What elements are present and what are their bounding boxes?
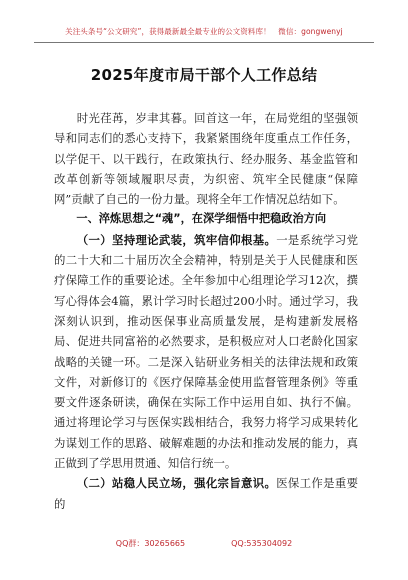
footer-qq-group: QQ群：30265665 — [115, 539, 186, 548]
header-divider — [34, 42, 374, 43]
sub-paragraph-1 — [54, 230, 358, 474]
sub-paragraph-2-text: 医保工作是重要的 — [54, 476, 358, 511]
sub-heading-1: （一）坚持理论武装，筑牢信仰根基。 — [76, 232, 277, 247]
footer-qq-contact: QQ:535304092 — [231, 539, 293, 548]
header-banner: 关注头条号“公文研究”，获得最新最全最专业的公文资料库！ 微信：gongwenyj — [65, 27, 343, 36]
sub-paragraph-1-text: 一是系统学习党的二十大和二十届历次全会精神，特别是关于人民健康和医疗保障工作的重要论述。全年参加中心组理论学习12次，撰写心得体会4篇，累计学习时长超过200小时。通过学习，我深刻认识到，推动医保事业高质量发展，是构建新发展格局、促进共同富裕的必然要求，是积极应对人口老龄化国家战略的关键一环。二是深入钻研业务相关的法律法规和政策文件，对新修订的《医疗保障基金使用监督管理条例》等重要文件逐条研读，确保在实际工作中运用自如、执行不偏。通过将理论学习与医保实践相结合，我努力将学习成果转化为谋划工作的思路、破解难题的办法和推动发展的能力，真正做到了学思用贯通、知信行统一。 — [54, 232, 358, 471]
section-heading-1: 一、淬炼思想之“魂”，在深学细悟中把稳政治方向 — [76, 212, 327, 226]
document-title: 2025年度市局干部个人工作总结 — [90, 66, 318, 84]
document-body — [54, 108, 358, 514]
intro-paragraph: 时光荏苒，岁聿其暮。回首这一年，在局党组的坚强领导和同志们的悉心支持下，我紧紧围绕年度重点工作任务，以学促干、以干践行，在政策执行、经办服务、基金监管和改革创新等领域履职尽责，为织密、筑牢全民健康“保障网”贡献了自己的一份力量。现将全年工作情况总结如下。 — [54, 111, 358, 207]
footer-banner — [0, 538, 408, 549]
sub-paragraph-2 — [54, 473, 358, 514]
sub-heading-2: （二）站稳人民立场，强化宗旨意识。 — [76, 476, 277, 491]
